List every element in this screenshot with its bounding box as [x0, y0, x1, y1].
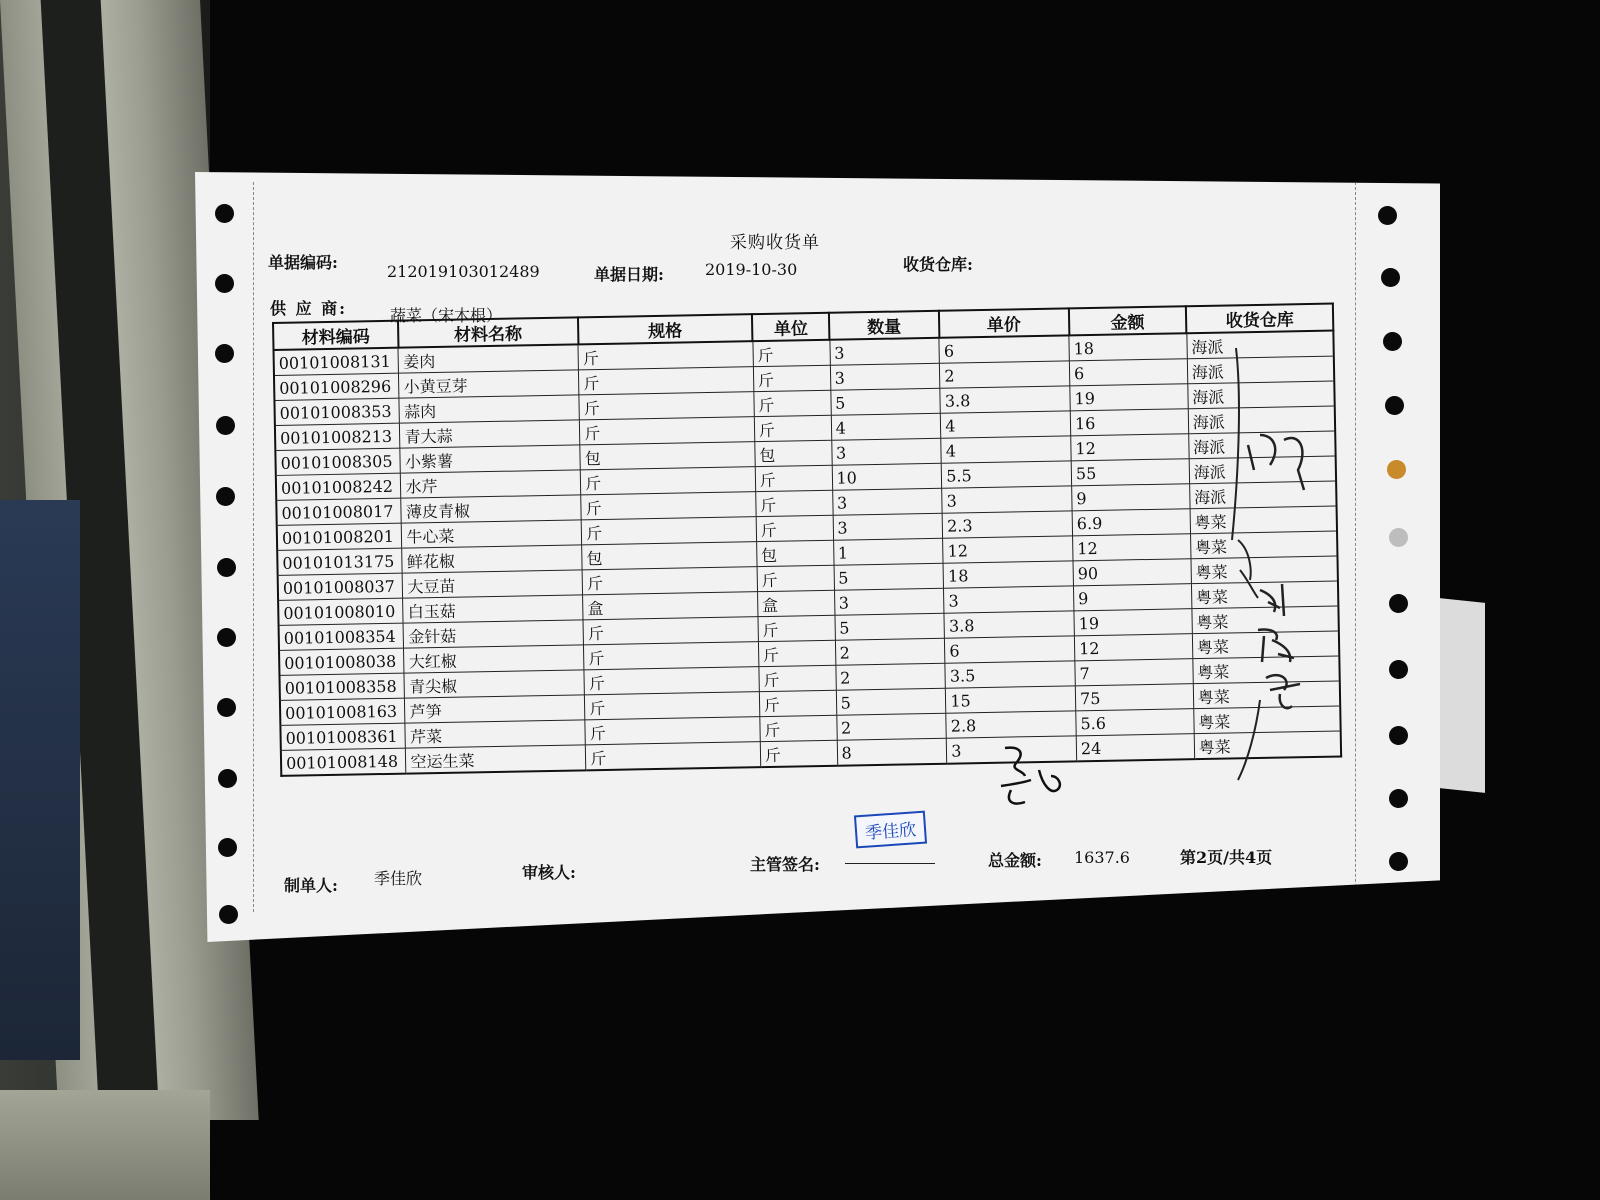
handwritten-initials [995, 740, 1085, 820]
document-title: 采购收货单 [730, 233, 820, 253]
name-stamp: 季佳欣 [854, 811, 927, 849]
feed-hole [1389, 660, 1408, 679]
table-cell: 盒 [583, 592, 758, 620]
table-cell: 鲜花椒 [402, 545, 582, 573]
doc-no-value: 212019103012489 [387, 262, 540, 281]
column-header: 单位 [752, 313, 829, 341]
column-header: 材料名称 [398, 317, 578, 347]
table-cell: 24 [1076, 734, 1194, 762]
column-header: 材料编码 [273, 321, 398, 350]
table-cell: 芹菜 [405, 720, 585, 748]
table-cell: 斤 [585, 692, 760, 720]
table-cell: 9 [1073, 584, 1191, 611]
supervisor-label: 主管签名: [750, 855, 820, 874]
table-cell: 斤 [580, 417, 755, 445]
table-cell: 3.5 [945, 661, 1075, 688]
supplier-label: 供 应 商: [270, 299, 348, 318]
table-cell: 3 [833, 513, 943, 540]
table-cell: 75 [1075, 684, 1193, 711]
table-cell: 00101008037 [278, 573, 403, 600]
table-cell: 大红椒 [404, 645, 584, 673]
table-cell: 斤 [753, 340, 830, 367]
table-cell: 小紫薯 [400, 445, 580, 473]
table-cell: 海派 [1187, 331, 1334, 359]
table-cell: 00101008305 [275, 448, 400, 475]
table-cell: 斤 [758, 615, 835, 641]
table-cell: 海派 [1188, 431, 1335, 459]
table-cell: 6.9 [1072, 509, 1190, 536]
table-cell: 3 [942, 486, 1072, 513]
table-cell: 牛心菜 [402, 520, 582, 548]
table-cell: 斤 [759, 665, 836, 691]
table-cell: 粤菜 [1191, 556, 1338, 584]
table-cell: 斤 [578, 341, 753, 370]
handwritten-annotations [1180, 340, 1330, 800]
table-cell: 6 [945, 636, 1075, 663]
right-perforation [1355, 182, 1356, 912]
table-cell: 2 [835, 663, 945, 690]
feed-hole [217, 558, 236, 577]
table-cell: 3 [830, 363, 940, 390]
table-cell: 00101008163 [280, 698, 405, 725]
table-cell: 斤 [584, 642, 759, 670]
table-cell: 6 [939, 335, 1069, 363]
table-cell: 包 [582, 542, 757, 570]
table-cell: 16 [1070, 409, 1188, 436]
table-cell: 盒 [757, 590, 834, 616]
table-cell: 2 [836, 713, 946, 740]
table-cell: 粤菜 [1193, 706, 1340, 734]
table-cell: 1 [833, 538, 943, 565]
table-cell: 12 [1071, 434, 1189, 461]
feed-hole [1389, 528, 1408, 547]
table-cell: 12 [1073, 534, 1191, 561]
table-cell: 00101008010 [278, 598, 403, 625]
table-cell: 00101008361 [280, 723, 405, 750]
table-cell: 芦笋 [405, 695, 585, 723]
table-cell: 斤 [584, 667, 759, 695]
feed-hole [1389, 594, 1408, 613]
table-cell: 青大蒜 [400, 420, 580, 448]
table-cell: 12 [943, 536, 1073, 563]
table-cell: 斤 [759, 690, 836, 716]
table-cell: 00101008354 [279, 623, 404, 650]
table-cell: 粤菜 [1192, 631, 1339, 659]
table-cell: 9 [1072, 484, 1190, 511]
table-cell: 蒜肉 [399, 395, 579, 423]
table-cell: 5 [836, 688, 946, 715]
table-cell: 粤菜 [1194, 731, 1341, 759]
table-cell: 3 [831, 438, 941, 465]
table-cell: 青尖椒 [404, 670, 584, 698]
table-cell: 19 [1070, 384, 1188, 411]
table-cell: 斤 [580, 467, 755, 495]
table-cell: 白玉菇 [403, 595, 583, 623]
maker-label: 制单人: [284, 876, 338, 895]
table-cell: 粤菜 [1193, 656, 1340, 684]
column-header: 金额 [1068, 306, 1186, 335]
table-cell: 粤菜 [1192, 606, 1339, 634]
table-cell: 海派 [1189, 481, 1336, 509]
table-cell: 00101008358 [279, 673, 404, 700]
warehouse-label: 收货仓库: [903, 255, 973, 274]
left-perforation [253, 182, 254, 912]
table-cell: 00101008242 [276, 473, 401, 500]
table-cell: 00101008213 [275, 423, 400, 450]
table-cell: 4 [941, 411, 1071, 438]
feed-hole [1383, 332, 1402, 351]
feed-hole [1378, 206, 1397, 225]
date-label: 单据日期: [594, 265, 664, 284]
table-cell: 薄皮青椒 [401, 495, 581, 523]
table-cell: 3 [829, 338, 939, 366]
table-cell: 水芹 [401, 470, 581, 498]
table-cell: 2 [835, 638, 945, 665]
table-cell: 5.6 [1076, 709, 1194, 736]
table-cell: 斤 [579, 392, 754, 420]
table-cell: 2 [940, 361, 1070, 388]
table-cell: 00101008353 [274, 398, 399, 425]
table-cell: 海派 [1188, 381, 1335, 409]
table-cell: 15 [946, 686, 1076, 713]
page-info: 第2页/共4页 [1180, 848, 1273, 867]
table-cell: 斤 [579, 367, 754, 395]
feed-hole [216, 487, 235, 506]
table-cell: 00101008017 [276, 498, 401, 525]
column-header: 数量 [829, 311, 939, 340]
feed-hole [1389, 726, 1408, 745]
table-cell: 包 [580, 442, 755, 470]
table-cell: 18 [943, 561, 1073, 588]
table-cell: 斤 [758, 640, 835, 666]
total-value: 1637.6 [1074, 848, 1130, 867]
feed-hole [217, 628, 236, 647]
table-cell: 斤 [760, 715, 837, 741]
table-cell: 粤菜 [1191, 581, 1338, 609]
table-cell: 斤 [582, 567, 757, 595]
table-cell: 8 [837, 738, 947, 766]
table-cell: 包 [754, 440, 831, 466]
supplier-value: 蔬菜（宋木根） [390, 306, 503, 325]
table-cell: 18 [1069, 333, 1187, 361]
feed-hole [218, 838, 237, 857]
feed-hole [219, 905, 238, 924]
table-cell: 5 [830, 388, 940, 415]
feed-hole [215, 344, 234, 363]
table-cell: 海派 [1188, 406, 1335, 434]
table-cell: 粤菜 [1190, 531, 1337, 559]
table-cell: 12 [1074, 634, 1192, 661]
table-cell: 90 [1073, 559, 1191, 586]
table-cell: 6 [1069, 359, 1187, 386]
table-cell: 斤 [581, 517, 756, 545]
table-cell: 00101008201 [277, 523, 402, 550]
table-cell: 斤 [585, 717, 760, 745]
maker-value: 季佳欣 [374, 869, 423, 888]
table-cell: 3.8 [944, 611, 1074, 638]
column-header: 收货仓库 [1186, 304, 1333, 334]
table-cell: 00101013175 [277, 548, 402, 575]
feed-hole [1389, 789, 1408, 808]
table-cell: 7 [1075, 659, 1193, 686]
table-cell: 空运生菜 [406, 745, 586, 774]
table-cell: 斤 [753, 365, 830, 391]
date-value: 2019-10-30 [705, 260, 798, 279]
table-cell: 00101008148 [281, 748, 406, 776]
table-cell: 5 [834, 563, 944, 590]
table-cell: 3 [944, 586, 1074, 613]
table-cell: 4 [831, 413, 941, 440]
table-cell: 斤 [585, 742, 760, 771]
table-cell: 包 [756, 540, 833, 566]
feed-hole [1381, 268, 1400, 287]
feed-hole [1385, 396, 1404, 415]
table-cell: 斤 [755, 465, 832, 491]
table-cell: 3 [832, 488, 942, 515]
table-cell: 5 [835, 613, 945, 640]
column-header: 规格 [578, 314, 753, 344]
table-cell: 5.5 [941, 461, 1071, 488]
table-cell: 4 [941, 436, 1071, 463]
table-cell: 海派 [1187, 356, 1334, 384]
column-header: 单价 [939, 308, 1069, 337]
background-poster [0, 500, 80, 1060]
table-cell: 00101008038 [279, 648, 404, 675]
table-cell: 55 [1071, 459, 1189, 486]
background-shelf [0, 1090, 210, 1200]
feed-hole [1387, 460, 1406, 479]
feed-hole [215, 274, 234, 293]
table-cell: 斤 [760, 740, 837, 767]
supervisor-signature-line [845, 863, 935, 864]
table-cell: 姜肉 [398, 344, 578, 373]
table-cell: 斤 [754, 415, 831, 441]
table-cell: 00101008131 [274, 348, 399, 376]
feed-hole [1389, 852, 1408, 871]
table-cell: 斤 [583, 617, 758, 645]
table-cell: 斤 [581, 492, 756, 520]
doc-no-label: 单据编码: [268, 253, 338, 272]
table-cell: 3.8 [940, 386, 1070, 413]
table-cell: 10 [832, 463, 942, 490]
feed-hole [216, 416, 235, 435]
table-cell: 斤 [755, 490, 832, 516]
table-cell: 海派 [1189, 456, 1336, 484]
table-cell: 粤菜 [1193, 681, 1340, 709]
table-cell: 小黄豆芽 [399, 370, 579, 398]
table-cell: 斤 [757, 565, 834, 591]
feed-hole [218, 769, 237, 788]
table-cell: 2.3 [942, 511, 1072, 538]
table-cell: 斤 [756, 515, 833, 541]
feed-hole [217, 698, 236, 717]
table-cell: 3 [834, 588, 944, 615]
table-cell: 19 [1074, 609, 1192, 636]
feed-hole [215, 204, 234, 223]
table-cell: 金针菇 [404, 620, 584, 648]
table-cell: 斤 [754, 390, 831, 416]
table-cell: 3 [947, 736, 1077, 764]
table-cell: 粤菜 [1190, 506, 1337, 534]
table-cell: 2.8 [946, 711, 1076, 738]
total-label: 总金额: [988, 851, 1042, 870]
reviewer-label: 审核人: [522, 863, 576, 882]
table-cell: 大豆苗 [403, 570, 583, 598]
table-cell: 00101008296 [274, 373, 399, 400]
